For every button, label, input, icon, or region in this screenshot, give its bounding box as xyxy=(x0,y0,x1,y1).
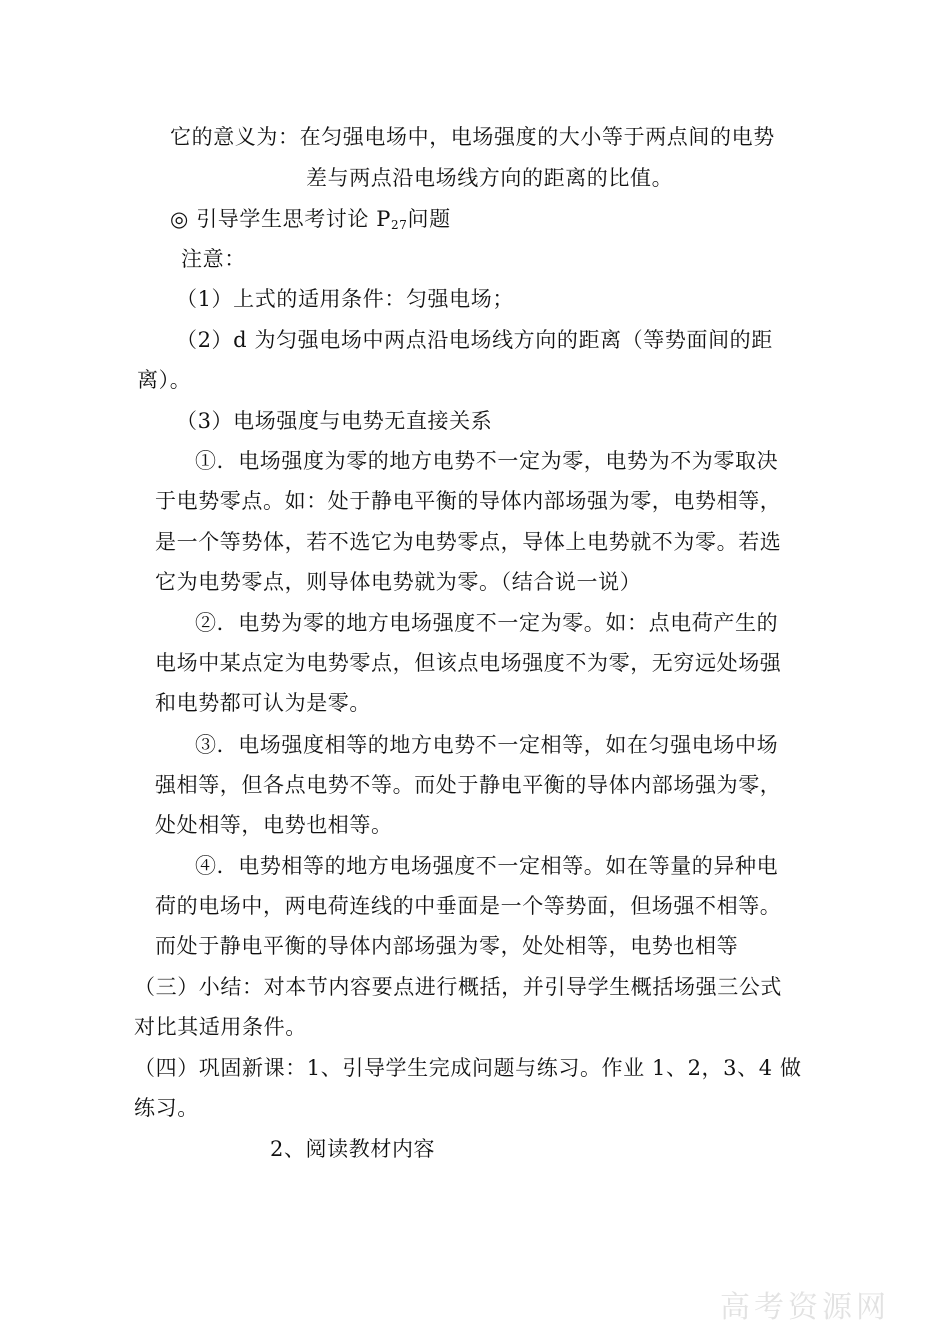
consolidation-line-2: 练习。 xyxy=(134,1096,199,1120)
consolidation-line-1: （四）巩固新课：1、引导学生完成问题与练习。作业 1、2，3、4 做 xyxy=(134,1056,802,1080)
point-1-line-1: ①．电场强度为零的地方电势不一定为零，电势为不为零取决 xyxy=(195,449,779,473)
meaning-line-2: 差与两点沿电场线方向的距离的比值。 xyxy=(306,166,674,190)
point-1-line-3: 是一个等势体，若不选它为电势零点，导体上电势就不为零。若选 xyxy=(155,530,782,554)
note-heading: 注意： xyxy=(181,247,246,271)
point-2-line-1: ②．电势为零的地方电场强度不一定为零。如：点电荷产生的 xyxy=(195,611,779,635)
note-3: （3）电场强度与电势无直接关系 xyxy=(176,409,493,433)
point-2-line-2: 电场中某点定为电势零点，但该点电场强度不为零，无穷远处场强 xyxy=(155,651,782,675)
point-3-line-3: 处处相等，电势也相等。 xyxy=(155,813,393,837)
meaning-line-1: 它的意义为：在匀强电场中，电场强度的大小等于两点间的电势 xyxy=(170,125,775,149)
summary-line-1: （三）小结：对本节内容要点进行概括，并引导学生概括场强三公式 xyxy=(134,975,782,999)
guide-discussion-line xyxy=(170,204,451,240)
summary-line-2: 对比其适用条件。 xyxy=(134,1015,307,1039)
guide-suffix: 问题 xyxy=(407,207,451,231)
point-1-line-2: 于电势零点。如：处于静电平衡的导体内部场强为零，电势相等， xyxy=(155,489,782,513)
point-2-line-3: 和电势都可认为是零。 xyxy=(155,691,371,715)
point-1-line-4: 它为电势零点，则导体电势就为零。（结合说一说） xyxy=(155,570,642,594)
note-1: （1）上式的适用条件：匀强电场； xyxy=(176,287,514,311)
guide-prefix: ◎ 引导学生思考讨论 P xyxy=(170,207,392,231)
point-4-line-2: 荷的电场中，两电荷连线的中垂面是一个等势面，但场强不相等。 xyxy=(155,894,782,918)
point-3-line-2: 强相等，但各点电势不等。而处于静电平衡的导体内部场强为零， xyxy=(155,773,782,797)
reading-task: 2、阅读教材内容 xyxy=(270,1137,436,1161)
page-subscript: 27 xyxy=(391,218,408,232)
note-2-line-1: （2）d 为匀强电场中两点沿电场线方向的距离（等势面间的距 xyxy=(176,328,773,352)
point-4-line-3: 而处于静电平衡的导体内部场强为零，处处相等，电势也相等 xyxy=(155,934,739,958)
note-2-line-2: 离）。 xyxy=(137,368,192,392)
point-4-line-1: ④．电势相等的地方电场强度不一定相等。如在等量的异种电 xyxy=(195,854,779,878)
watermark: 高考资源网 xyxy=(720,1290,890,1325)
point-3-line-1: ③．电场强度相等的地方电势不一定相等，如在匀强电场中场 xyxy=(195,733,779,757)
